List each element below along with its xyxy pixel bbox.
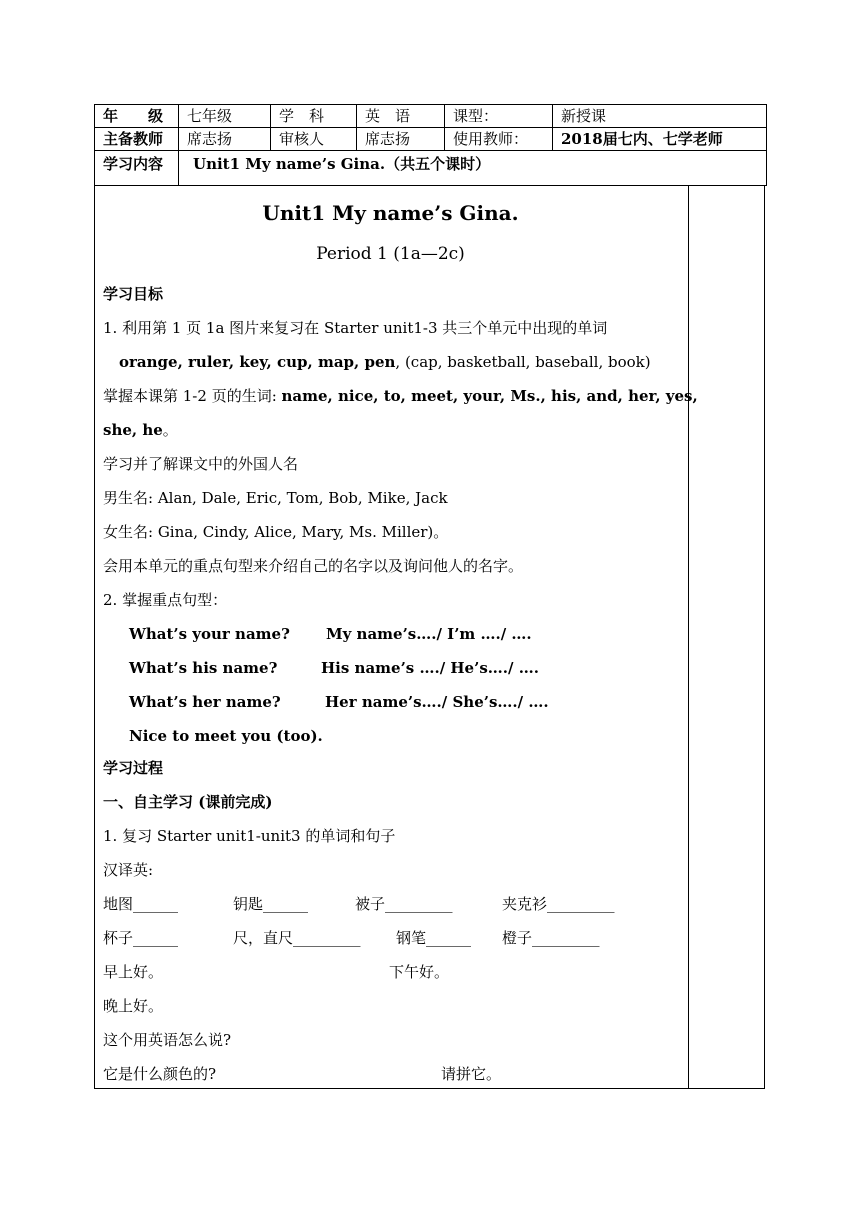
pattern-question: What’s your name?	[129, 625, 290, 643]
new-words-bold: name, nice, to, meet, your, Ms., his, and, her, yes,	[281, 387, 698, 405]
blank-item[interactable]: 杯子______	[103, 929, 179, 947]
usage-objective: 会用本单元的重点句型来介绍自己的名字以及询问他人的名字。	[103, 557, 524, 575]
blank-item[interactable]: 尺，直尺_________	[233, 929, 361, 947]
blank-item[interactable]: 橙子_________	[502, 929, 600, 947]
new-words-line	[103, 386, 698, 406]
phrase-afternoon: 下午好。	[389, 963, 450, 981]
pattern-answer: His name’s …./ He’s…./ ….	[321, 659, 539, 677]
content-value: Unit1 My name’s Gina.（共五个课时）	[179, 151, 767, 186]
grade-label: 年 级	[95, 105, 179, 128]
pattern-answer: Her name’s…./ She’s…./ ….	[325, 693, 549, 711]
review-instruction: 1. 复习 Starter unit1-unit3 的单词和句子	[103, 827, 396, 845]
blank-item[interactable]: 钢笔______	[396, 929, 472, 947]
content-label: 学习内容	[95, 151, 179, 186]
phrase-evening: 晚上好。	[103, 997, 164, 1015]
blank-item[interactable]: 地图______	[103, 895, 179, 913]
period-title: Period 1 (1a—2c)	[316, 244, 465, 264]
header-row-1	[95, 105, 767, 128]
blank-item[interactable]: 夹克衫_________	[502, 895, 615, 913]
review-words-plain: , (cap, basketball, baseball, book)	[395, 353, 651, 371]
translate-label: 汉译英:	[103, 861, 154, 879]
pattern-answer: My name’s…./ I’m …./ ….	[326, 625, 532, 643]
pattern-question: What’s his name?	[129, 659, 278, 677]
reviewer-value: 席志扬	[357, 128, 445, 151]
new-words-prefix: 掌握本课第 1-2 页的生词:	[103, 387, 282, 405]
girl-names: 女生名: Gina, Cindy, Alice, Mary, Ms. Miller)。	[103, 523, 449, 541]
user-teacher-value: 2018届七内、七学老师	[553, 128, 767, 151]
review-words-bold: orange, ruler, key, cup, map, pen	[119, 353, 396, 371]
header-row-3	[95, 151, 767, 186]
new-words-cont-bold: she, he	[103, 421, 163, 439]
subject-label: 学 科	[271, 105, 357, 128]
lesson-type-label: 课型：	[445, 105, 553, 128]
phrase-morning: 早上好。	[103, 963, 164, 981]
column-divider	[688, 186, 689, 1088]
user-teacher-label: 使用教师：	[445, 128, 553, 151]
header-row-2	[95, 128, 767, 151]
pattern-question: What’s her name?	[129, 693, 281, 711]
subject-value: 英 语	[357, 105, 445, 128]
pattern-question: Nice to meet you (too).	[129, 727, 323, 745]
phrase-spell: 请拼它。	[441, 1065, 502, 1083]
names-intro: 学习并了解课文中的外国人名	[103, 455, 299, 473]
unit-title: Unit1 My name’s Gina.	[262, 201, 519, 225]
review-words	[119, 352, 651, 372]
phrase-how-say: 这个用英语怎么说?	[103, 1031, 232, 1049]
new-words-cont-end: 。	[162, 421, 178, 439]
header-table	[94, 104, 767, 186]
reviewer-label: 审核人	[271, 128, 357, 151]
boy-names: 男生名: Alan, Dale, Eric, Tom, Bob, Mike, Jack	[103, 489, 448, 507]
phrase-color: 它是什么颜色的?	[103, 1065, 217, 1083]
process-heading: 学习过程	[103, 759, 164, 777]
blank-item[interactable]: 钥匙______	[233, 895, 309, 913]
objectives-heading: 学习目标	[103, 285, 164, 303]
new-words-cont	[103, 420, 178, 440]
objective-item-1: 1. 利用第 1 页 1a 图片来复习在 Starter unit1-3 共三个单元中出现的单词	[103, 319, 608, 337]
objective-item-2: 2. 掌握重点句型：	[103, 591, 228, 609]
lead-teacher-label: 主备教师	[95, 128, 179, 151]
lesson-type-value: 新授课	[553, 105, 767, 128]
blank-item[interactable]: 被子_________	[355, 895, 453, 913]
self-study-heading: 一、自主学习 (课前完成)	[103, 793, 273, 811]
lead-teacher-value: 席志扬	[179, 128, 271, 151]
grade-value: 七年级	[179, 105, 271, 128]
